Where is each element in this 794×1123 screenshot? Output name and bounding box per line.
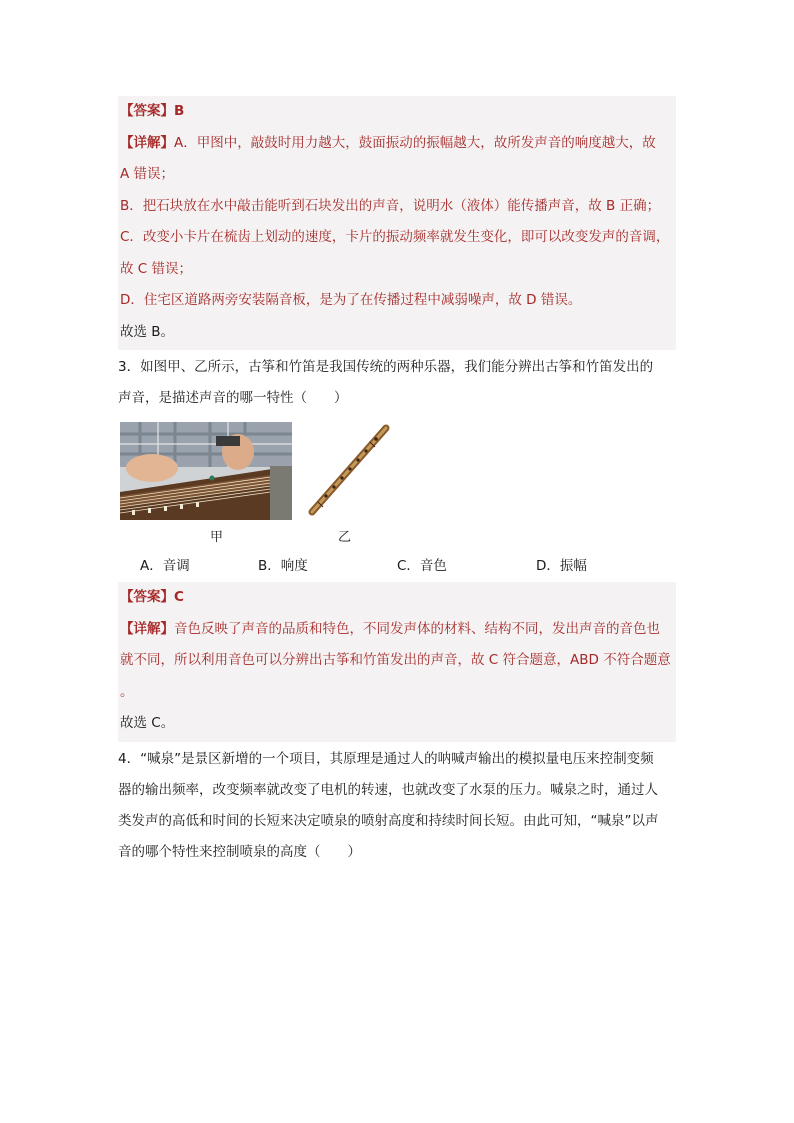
option-b[interactable]: B．响度	[258, 558, 308, 574]
option-a[interactable]: A．音调	[140, 558, 190, 574]
question-4-line-1: 4．“喊泉”是景区新增的一个项目，其原理是通过人的呐喊声输出的模拟量电压来控制变频	[118, 750, 654, 767]
detail-line-2: A 错误；	[120, 166, 175, 182]
detail-text: A．甲图中，敲鼓时用力越大，鼓面振动的振幅越大，故所发声音的响度越大，故	[174, 134, 656, 151]
detail-tag: 【详解】	[120, 620, 174, 637]
detail-line-4: C．改变小卡片在梳齿上划动的速度，卡片的振动频率就发生变化，即可以改变发声的音调，	[120, 229, 670, 245]
question-3-line-2: 声音，是描述声音的哪一特性（ ）	[118, 390, 348, 406]
answer-tag: 【答案】	[120, 589, 174, 605]
detail-line-5: 故 C 错误；	[120, 260, 193, 277]
question-4-line-3: 类发声的高低和时间的长短来决定喷泉的喷射高度和持续时间长短。由此可知，“喊泉”以声	[118, 812, 659, 829]
answer-line	[120, 96, 676, 128]
detail-line-3: B．把石块放在水中敲击能听到石块发出的声音，说明水（液体）能传播声音，故 B 正确；	[120, 197, 661, 214]
answer-value: B	[174, 103, 185, 119]
detail-line-1	[120, 614, 676, 646]
conclusion-line: 故选 C。	[120, 715, 175, 731]
detail-line-6: D．住宅区道路两旁安装隔音板，是为了在传播过程中减弱噪声，故 D 错误。	[120, 292, 582, 308]
detail-line-3: 。	[120, 683, 134, 700]
figure-instruments	[118, 422, 676, 552]
bamboo-flute-image	[304, 422, 392, 520]
conclusion-line: 故选 B。	[120, 323, 175, 340]
question-3-line-1: 3．如图甲、乙所示，古筝和竹笛是我国传统的两种乐器，我们能分辨出古筝和竹笛发出的	[118, 359, 654, 375]
answer-block-q2	[118, 96, 676, 350]
answer-block-q3	[118, 582, 676, 742]
question-4	[118, 744, 676, 868]
question-3-options	[118, 552, 676, 580]
answer-value: C	[174, 589, 184, 605]
detail-tag: 【详解】	[120, 134, 174, 151]
detail-text: 音色反映了声音的品质和特色，不同发声体的材料、结构不同，发出声音的音色也	[174, 620, 660, 637]
option-c[interactable]: C．音色	[397, 558, 447, 574]
answer-tag: 【答案】	[120, 103, 174, 119]
page-content	[118, 96, 676, 868]
option-d[interactable]: D．振幅	[536, 558, 587, 574]
caption-jia: 甲	[210, 530, 224, 545]
question-4-line-2: 器的输出频率，改变频率就改变了电机的转速，也就改变了水泵的压力。喊泉之时，通过人	[118, 781, 658, 798]
caption-yi: 乙	[338, 530, 352, 545]
detail-line-2: 就不同，所以利用音色可以分辨出古筝和竹笛发出的声音，故 C 符合题意，ABD 不符合题意	[120, 652, 671, 668]
guzheng-image	[120, 422, 292, 520]
detail-line-1	[120, 128, 676, 160]
answer-line	[120, 582, 676, 614]
question-4-line-4: 音的哪个特性来控制喷泉的高度（ ）	[118, 843, 361, 860]
